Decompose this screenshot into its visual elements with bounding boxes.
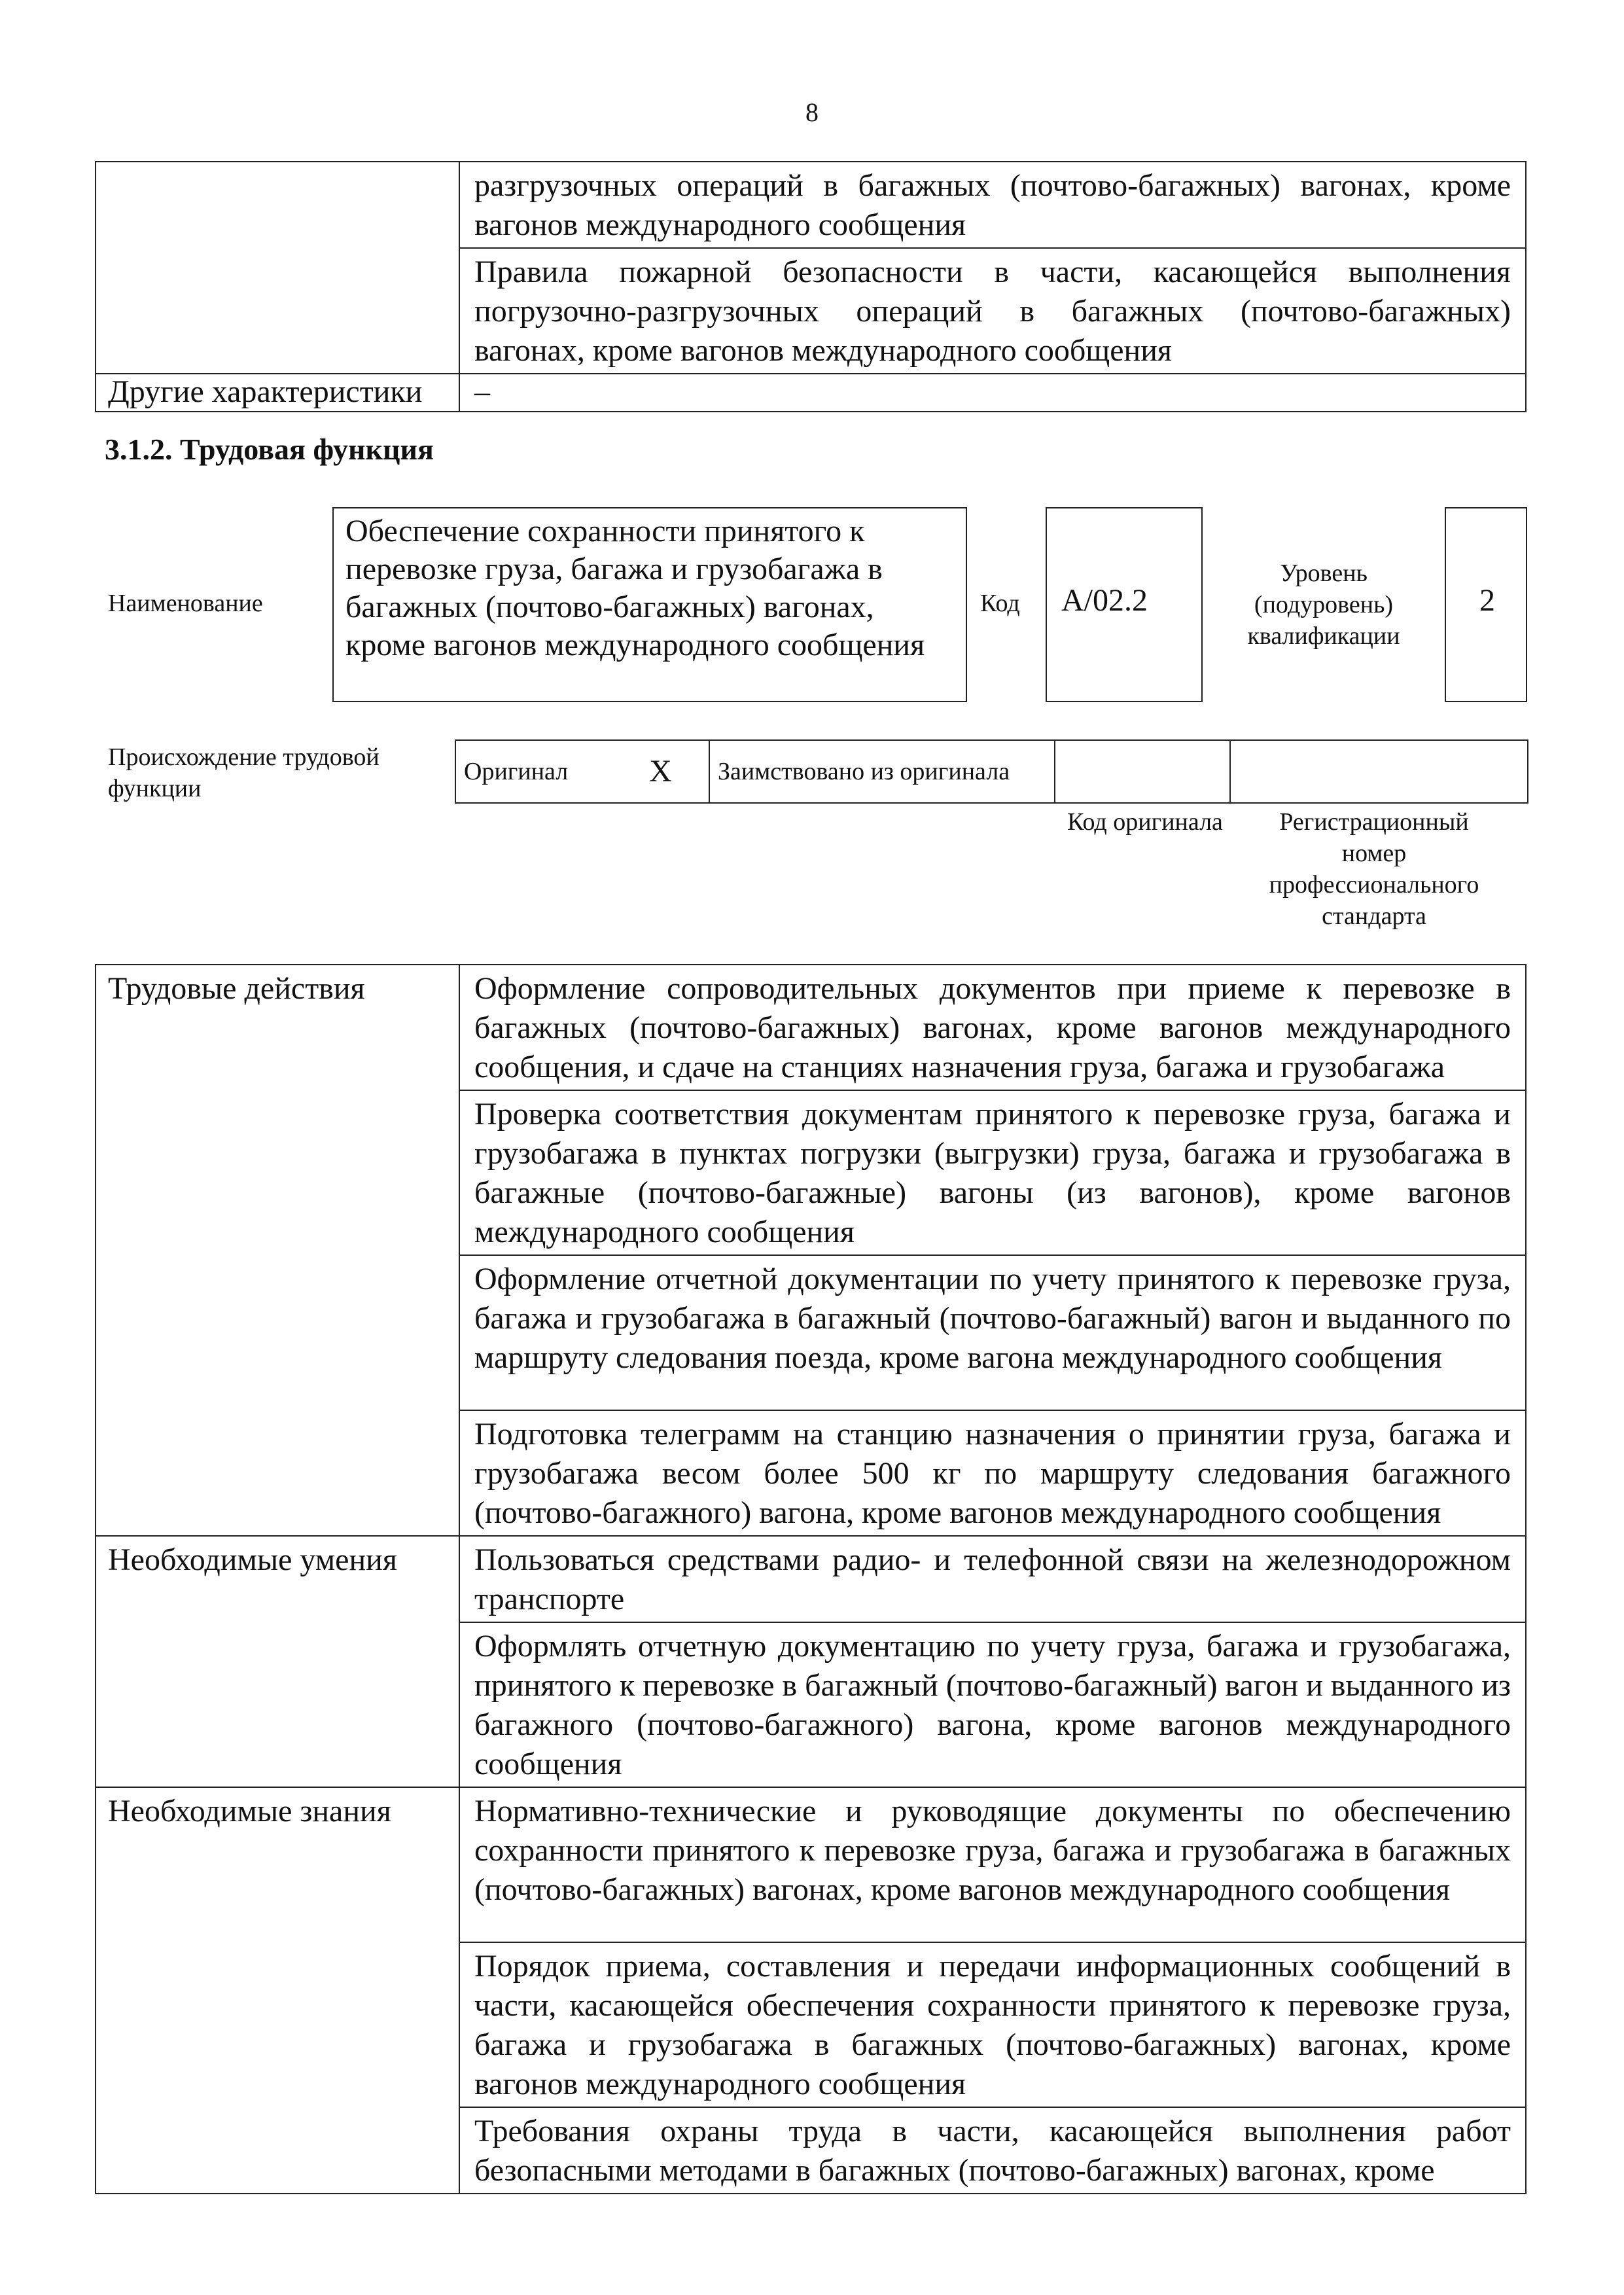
code-label: Код	[980, 590, 1020, 617]
top-table	[95, 161, 1527, 412]
original-code-caption: Код оригинала	[1067, 808, 1223, 836]
original-label: Оригинал	[455, 740, 612, 803]
required-knowledge-item: Нормативно-технические и руководящие документы по обеспечению сохранности принятого к перевозке груза, багажа и грузобагажа в багажных (почтово-багажных) вагонах, кроме вагонов международного сообщения	[459, 1787, 1526, 1942]
top-table-value: разгрузочных операций в багажных (почтово-багажных) вагонах, кроме вагонов международного сообщения	[459, 162, 1526, 248]
table-row	[96, 162, 1526, 248]
origin-label: Происхождение трудовой функции	[108, 743, 380, 802]
page-number: 8	[805, 98, 819, 127]
level-label: Уровень (подуровень) квалификации	[1247, 560, 1400, 650]
original-mark: X	[612, 740, 709, 803]
other-characteristics-label: Другие характеристики	[96, 374, 459, 412]
top-table-label	[96, 162, 459, 374]
reg-number-cell	[1230, 740, 1528, 803]
labor-action-item: Оформление сопроводительных документов при приеме к перевозке в багажных (почтово-багажных) вагонах, кроме вагонов международного сообщения, и сдаче на станциях назначения груза, багажа и грузобагажа	[459, 965, 1526, 1090]
required-knowledge-item: Требования охраны труда в части, касающейся выполнения работ безопасными методами в багажных (почтово-багажных) вагонах, кроме	[459, 2107, 1526, 2194]
top-table-value: Правила пожарной безопасности в части, касающейся выполнения погрузочно-разгрузочных операций в багажных (почтово-багажных) вагонах, кроме вагонов международного сообщения	[459, 248, 1526, 374]
required-skill-item: Пользоваться средствами радио- и телефонной связи на железнодорожном транспорте	[459, 1536, 1526, 1622]
section-title: 3.1.2. Трудовая функция	[105, 433, 434, 466]
labor-action-item: Подготовка телеграмм на станцию назначения о принятии груза, багажа и грузобагажа весом более 500 кг по маршруту следования багажного (почтово-багажного) вагона, кроме вагонов международного сообщения	[459, 1410, 1526, 1536]
original-code-cell	[1055, 740, 1230, 803]
required-skill-item: Оформлять отчетную документацию по учету груза, багажа и грузобагажа, принятого к перевозке в багажный (почтово-багажный) вагон и выданного из багажного (почтово-багажного) вагона, кроме вагонов международного сообщения	[459, 1622, 1526, 1787]
table-row	[96, 1787, 1526, 1942]
reg-number-caption: Регистрационный номер профессионального стандарта	[1269, 808, 1479, 930]
code-value: А/02.2	[1061, 583, 1148, 618]
labor-action-item: Проверка соответствия документам принятого к перевозке груза, багажа и грузобагажа в пунктах погрузки (выгрузки) груза, багажа и грузобагажа в багажные (почтово-багажные) вагоны (из вагонов), кроме вагонов международного сообщения	[459, 1090, 1526, 1255]
required-skills-label: Необходимые умения	[96, 1536, 459, 1787]
function-name-value: Обеспечение сохранности принятого к перевозке груза, багажа и грузобагажа в багажных (почтово-багажных) вагонах, кроме вагонов международного сообщения	[345, 514, 925, 662]
borrowed-label: Заимствовано из оригинала	[709, 740, 1055, 803]
labor-actions-label: Трудовые действия	[96, 965, 459, 1536]
table-row	[455, 740, 1528, 803]
main-table	[95, 964, 1527, 2194]
origin-table	[455, 739, 1528, 804]
function-name-box	[332, 507, 967, 702]
other-characteristics-value: –	[459, 374, 1526, 412]
labor-action-item: Оформление отчетной документации по учету принятого к перевозке груза, багажа и грузобагажа в багажный (почтово-багажный) вагон и выданного по маршруту следования поезда, кроме вагона международного сообщения	[459, 1255, 1526, 1410]
table-row	[96, 374, 1526, 412]
required-knowledge-item: Порядок приема, составления и передачи информационных сообщений в части, касающейся обеспечения сохранности принятого к перевозке груза, багажа и грузобагажа в багажных (почтово-багажных) вагонах, кроме вагонов международного сообщения	[459, 1942, 1526, 2107]
table-row	[96, 1536, 1526, 1622]
required-knowledge-label: Необходимые знания	[96, 1787, 459, 2194]
code-box	[1046, 507, 1203, 702]
table-row	[96, 965, 1526, 1090]
name-label: Наименование	[108, 590, 263, 617]
level-value: 2	[1479, 583, 1495, 618]
level-box	[1445, 507, 1527, 702]
